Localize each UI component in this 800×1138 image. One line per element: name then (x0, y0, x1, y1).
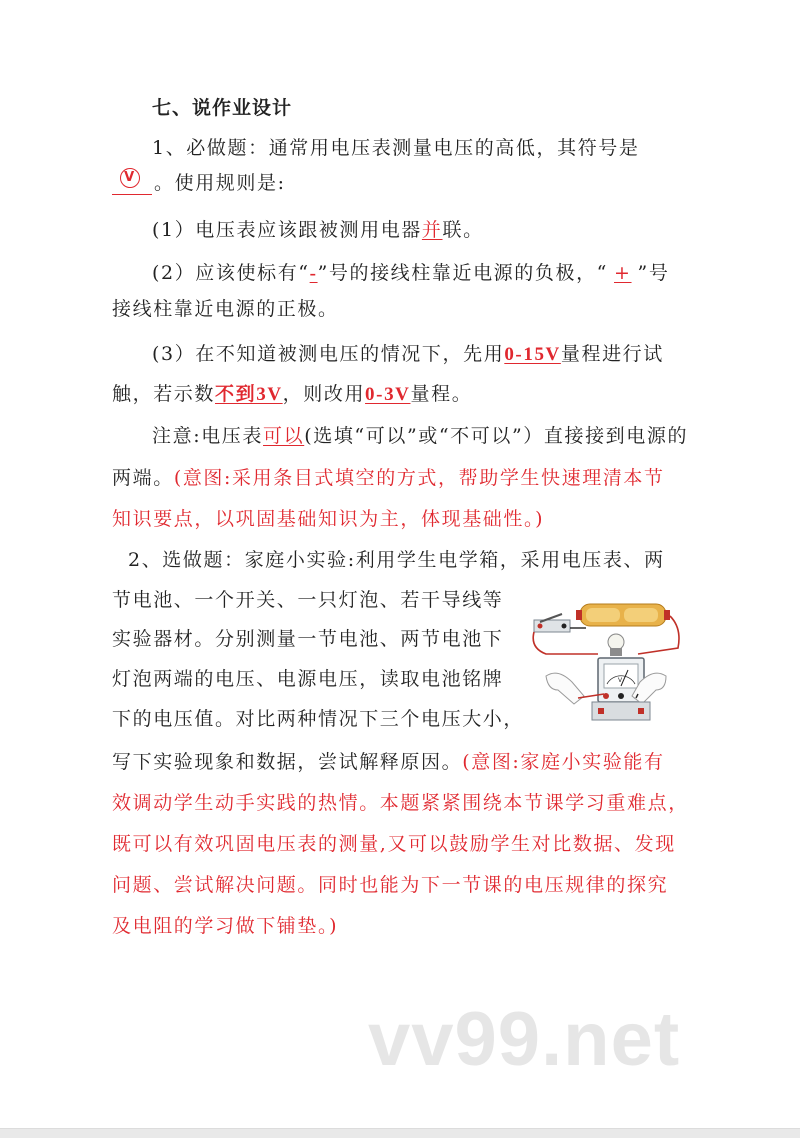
voltmeter-symbol-blank (112, 168, 152, 195)
q2-line3: 实验器材。分别测量一节电池、两节电池下 (112, 628, 504, 650)
q1-line2-tail: 。使用规则是: (154, 172, 286, 194)
watermark-text: vv99.net (368, 997, 681, 1082)
bulb-icon (608, 634, 624, 656)
note-answer: 可以 (263, 425, 305, 447)
note-text: 注意:电压表 (152, 425, 264, 447)
q2-line4: 灯泡两端的电压、电源电压，读取电池铭牌 (112, 668, 504, 690)
q2-line1: 2、选做题：家庭小实验:利用学生电学箱，采用电压表、两 (128, 549, 665, 571)
rule2-tail: ”号 (637, 262, 670, 284)
q1-line1: 1、必做题：通常用电压表测量电压的高低，其符号是 (152, 137, 640, 159)
rule3-l2-text: 触，若示数 (112, 383, 216, 405)
q2-line9: 问题、尝试解决问题。同时也能为下一节课的电压规律的探究 (112, 874, 669, 896)
q2-line8: 既可以有效巩固电压表的测量,又可以鼓励学生对比数据、发现 (112, 833, 676, 855)
intent-note-1: (意图:采用条目式填空的方式，帮助学生快速理清本节 (173, 467, 665, 489)
rule3 (152, 342, 664, 367)
section-title: 七、说作业设计 (152, 97, 293, 119)
q2-line7: 效调动学生动手实践的热情。本题紧紧围绕本节课学习重难点， (112, 792, 689, 814)
experiment-illustration (528, 598, 684, 730)
rule3-line2 (112, 382, 472, 407)
q2-line6 (112, 750, 665, 774)
switch-icon (534, 614, 570, 632)
note-line2 (112, 466, 665, 490)
rule1 (152, 218, 484, 242)
intent-note-2: 知识要点，以巩固基础知识为主，体现基础性。) (112, 508, 545, 530)
q2-line2: 节电池、一个开关、一只灯泡、若干导线等 (112, 589, 504, 611)
rule1-answer: 并 (421, 219, 443, 241)
svg-text:V: V (618, 677, 623, 684)
q2-l6-text: 写下实验现象和数据，尝试解释原因。 (112, 751, 463, 773)
rule2-answer-plus: + (614, 262, 632, 284)
note-l2-text: 两端。 (112, 467, 174, 489)
rule3-answer-range-small: 0-3V (365, 384, 411, 405)
rule3-text: (3）在不知道被测电压的情况下，先用 (152, 343, 505, 365)
rule3-tail: 量程进行试 (560, 343, 664, 365)
q2-line5: 下的电压值。对比两种情况下三个电压大小， (112, 708, 525, 730)
rule1-tail: 联。 (442, 219, 484, 241)
note-tail: (选填“可以”或“不可以”）直接接到电源的 (304, 425, 689, 447)
rule3-answer-range-large: 0-15V (504, 344, 561, 365)
rule3-answer-threshold: 不到3V (215, 384, 283, 405)
intent-note-3: (意图:家庭小实验能有 (462, 751, 665, 773)
note-line1 (152, 424, 688, 448)
rule2-text: (2）应该使标有“ (152, 262, 310, 284)
voltmeter-symbol-icon: V (120, 168, 140, 188)
rule3-l2-tail: 量程。 (410, 383, 473, 405)
rule2 (152, 261, 669, 286)
rule2-mid: ”号的接线柱靠近电源的负极，“ (317, 262, 608, 284)
rule2-line2: 接线柱靠近电源的正极。 (112, 298, 339, 320)
q2-line10: 及电阻的学习做下铺垫。) (112, 915, 339, 937)
rule2-answer-minus: - (309, 263, 318, 284)
battery-icon (576, 604, 670, 626)
q1-line2 (112, 168, 286, 195)
rule1-text: (1）电压表应该跟被测用电器 (152, 219, 422, 241)
rule3-l2-mid: ，则改用 (282, 383, 366, 405)
